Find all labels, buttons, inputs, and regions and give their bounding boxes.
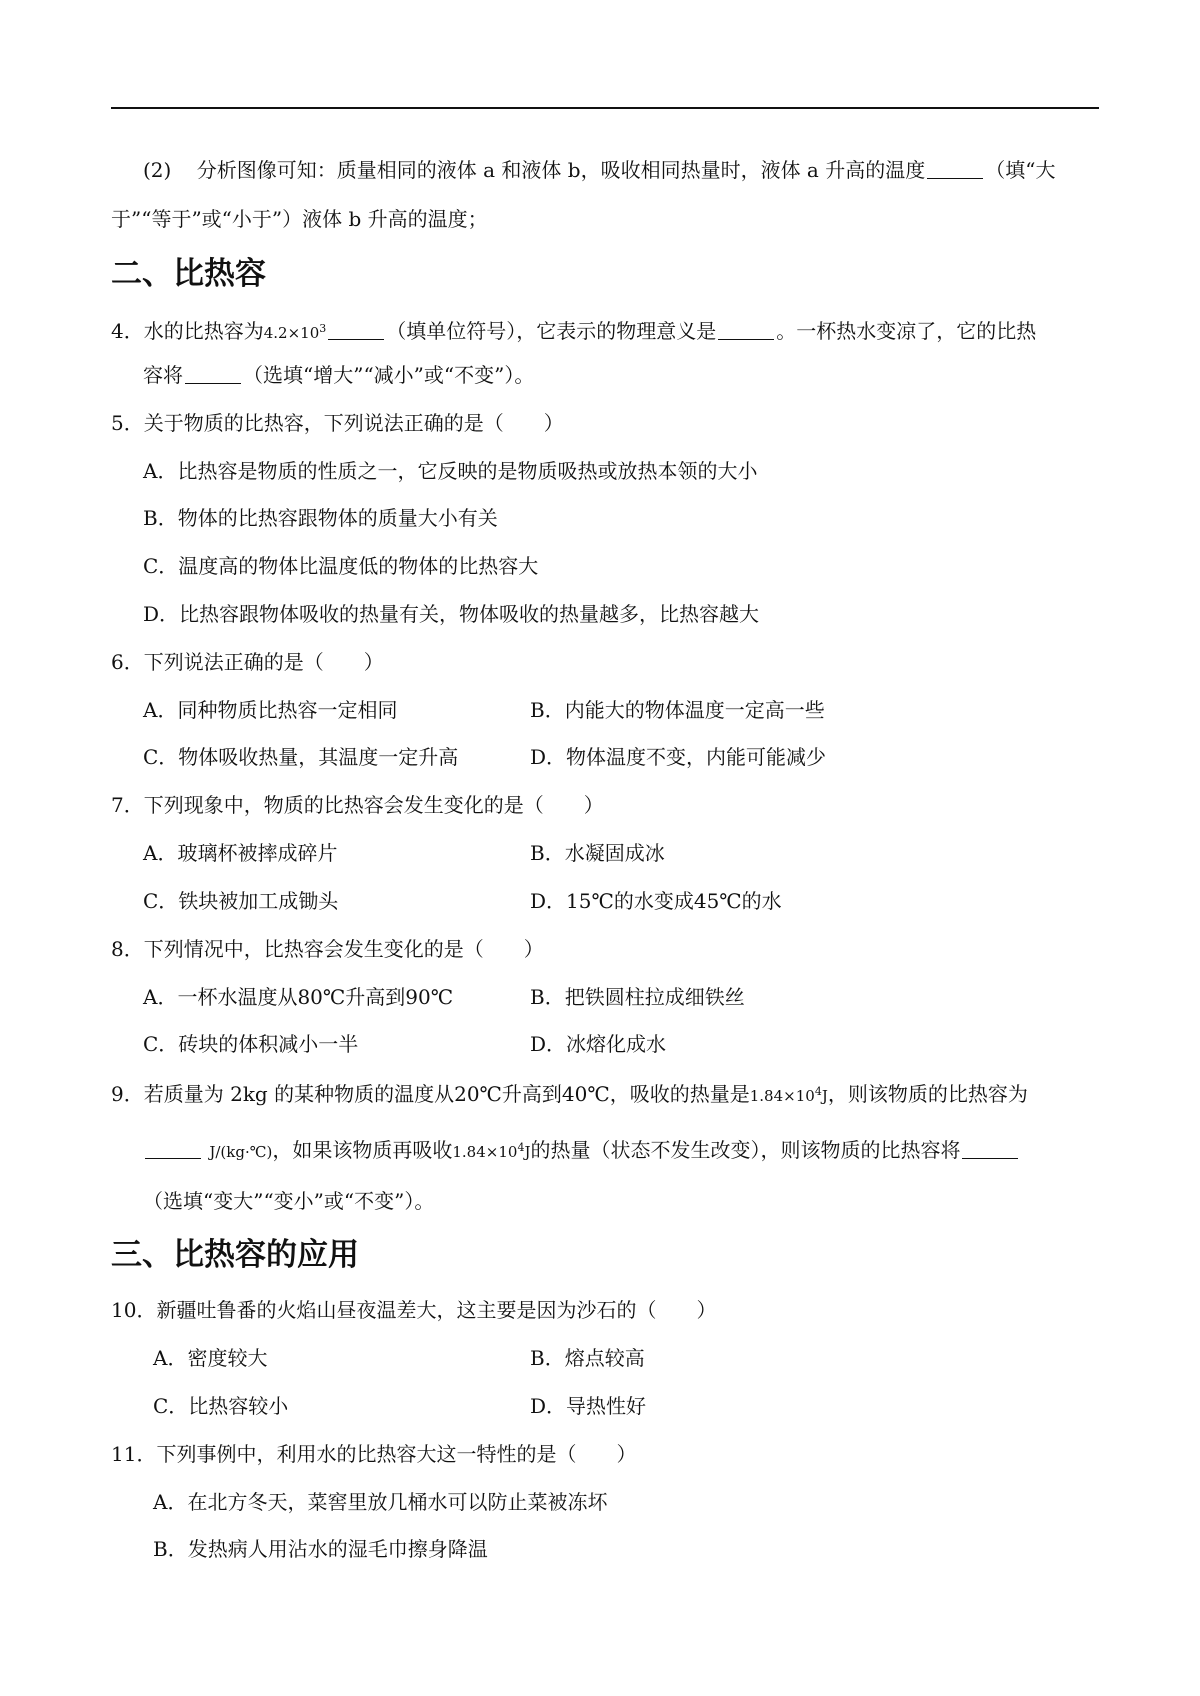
q4-text-c: 。一杯热水变凉了，它的比热 bbox=[776, 319, 1037, 343]
option-a[interactable]: A．在北方冬天，菜窖里放几桶水可以防止菜被冻坏 bbox=[153, 1490, 608, 1514]
q3-text-tail: （填“大 bbox=[985, 158, 1056, 182]
q5-number: 5． bbox=[111, 411, 144, 435]
q6-number: 6． bbox=[111, 650, 144, 674]
q9-formula-2: $1.84\times 10^4J$ bbox=[452, 1141, 531, 1161]
q8-stem bbox=[111, 936, 544, 962]
option-c[interactable]: C．物体吸收热量，其温度一定升高 bbox=[143, 745, 459, 769]
option-a[interactable]: A．密度较大 bbox=[153, 1346, 268, 1370]
section-heading-3: 三、比热容的应用 bbox=[111, 1237, 359, 1273]
option-d[interactable]: D．导热性好 bbox=[530, 1394, 647, 1418]
header-rule bbox=[111, 107, 1099, 109]
q10-number: 10． bbox=[111, 1298, 157, 1322]
option-b[interactable]: B．熔点较高 bbox=[530, 1346, 645, 1370]
q4-text-d: 容将 bbox=[143, 363, 183, 387]
q9-unit: J/(kg·℃) bbox=[209, 1143, 273, 1161]
q4-text-e: （选填“增大”“减小”或“不变”）。 bbox=[243, 363, 535, 387]
q4-formula: $4.2\times 10^3$ bbox=[263, 322, 327, 342]
option-d[interactable]: D．比热容跟物体吸收的热量有关，物体吸收的热量越多，比热容越大 bbox=[143, 602, 760, 626]
option-b[interactable]: B．发热病人用沾水的湿毛巾擦身降温 bbox=[153, 1537, 488, 1561]
option-b[interactable]: B．水凝固成冰 bbox=[530, 841, 665, 865]
answer-blank[interactable] bbox=[185, 365, 241, 384]
q4-text-b: （填单位符号），它表示的物理意义是 bbox=[386, 319, 717, 343]
q6-stem-text: 下列说法正确的是（ ） bbox=[143, 650, 384, 674]
q9-line-1 bbox=[111, 1079, 1028, 1109]
answer-blank[interactable] bbox=[328, 321, 384, 340]
q6-stem bbox=[111, 649, 384, 675]
option-c[interactable]: C．砖块的体积减小一半 bbox=[143, 1032, 359, 1056]
q9-text-c: ，如果该物质再吸收 bbox=[272, 1138, 453, 1162]
option-a[interactable]: A．比热容是物质的性质之一，它反映的是物质吸热或放热本领的大小 bbox=[143, 459, 758, 483]
q3-text: 分析图像可知：质量相同的液体 a 和液体 b，吸收相同热量时，液体 a 升高的温度 bbox=[196, 158, 926, 182]
q4-number: 4． bbox=[111, 319, 144, 343]
q9-text-d: 的热量（状态不发生改变），则该物质的比热容将 bbox=[530, 1138, 961, 1162]
answer-blank[interactable] bbox=[962, 1140, 1018, 1159]
q3-part-label: (2) bbox=[143, 158, 172, 182]
q9-number: 9． bbox=[111, 1082, 144, 1106]
q9-line-3: （选填“变大”“变小”或“不变”）。 bbox=[143, 1189, 435, 1213]
q11-number: 11． bbox=[111, 1442, 157, 1466]
q9-line-2 bbox=[143, 1135, 1020, 1165]
option-b[interactable]: B．内能大的物体温度一定高一些 bbox=[530, 698, 825, 722]
q3-line-2: 于”“等于”或“小于”）液体 b 升高的温度； bbox=[111, 207, 488, 231]
option-c[interactable]: C．温度高的物体比温度低的物体的比热容大 bbox=[143, 554, 539, 578]
option-c[interactable]: C．铁块被加工成锄头 bbox=[143, 889, 339, 913]
option-a[interactable]: A．玻璃杯被摔成碎片 bbox=[143, 841, 338, 865]
q5-stem bbox=[111, 410, 564, 436]
option-d[interactable]: D．15℃的水变成45℃的水 bbox=[530, 889, 782, 913]
q4-line-2 bbox=[143, 362, 534, 388]
q4-line-1 bbox=[111, 316, 1036, 346]
q7-stem-text: 下列现象中，物质的比热容会发生变化的是（ ） bbox=[143, 793, 604, 817]
q9-formula-1: $1.84\times 10^4J$ bbox=[749, 1085, 828, 1105]
section-heading-2: 二、比热容 bbox=[111, 256, 266, 292]
answer-blank[interactable] bbox=[718, 321, 774, 340]
option-a[interactable]: A．一杯水温度从80℃升高到90℃ bbox=[143, 985, 454, 1009]
q7-number: 7． bbox=[111, 793, 144, 817]
q3-line-1 bbox=[143, 157, 1055, 183]
q8-stem-text: 下列情况中，比热容会发生变化的是（ ） bbox=[143, 937, 544, 961]
q10-stem-text: 新疆吐鲁番的火焰山昼夜温差大，这主要是因为沙石的（ ） bbox=[156, 1298, 717, 1322]
option-d[interactable]: D．冰熔化成水 bbox=[530, 1032, 667, 1056]
option-b[interactable]: B．把铁圆柱拉成细铁丝 bbox=[530, 985, 745, 1009]
q9-text-a: 若质量为 2kg 的某种物质的温度从20℃升高到40℃，吸收的热量是 bbox=[143, 1082, 750, 1106]
option-b[interactable]: B．物体的比热容跟物体的质量大小有关 bbox=[143, 506, 498, 530]
option-c[interactable]: C．比热容较小 bbox=[153, 1394, 289, 1418]
option-a[interactable]: A．同种物质比热容一定相同 bbox=[143, 698, 398, 722]
option-d[interactable]: D．物体温度不变，内能可能减少 bbox=[530, 745, 827, 769]
q4-text-a: 水的比热容为 bbox=[143, 319, 264, 343]
q8-number: 8． bbox=[111, 937, 144, 961]
q9-text-b: ，则该物质的比热容为 bbox=[827, 1082, 1028, 1106]
answer-blank[interactable] bbox=[927, 160, 983, 179]
answer-blank[interactable] bbox=[145, 1140, 201, 1159]
q11-stem-text: 下列事例中，利用水的比热容大这一特性的是（ ） bbox=[156, 1442, 637, 1466]
q10-stem bbox=[111, 1297, 716, 1323]
q5-stem-text: 关于物质的比热容，下列说法正确的是（ ） bbox=[143, 411, 564, 435]
q7-stem bbox=[111, 792, 604, 818]
q11-stem bbox=[111, 1441, 636, 1467]
